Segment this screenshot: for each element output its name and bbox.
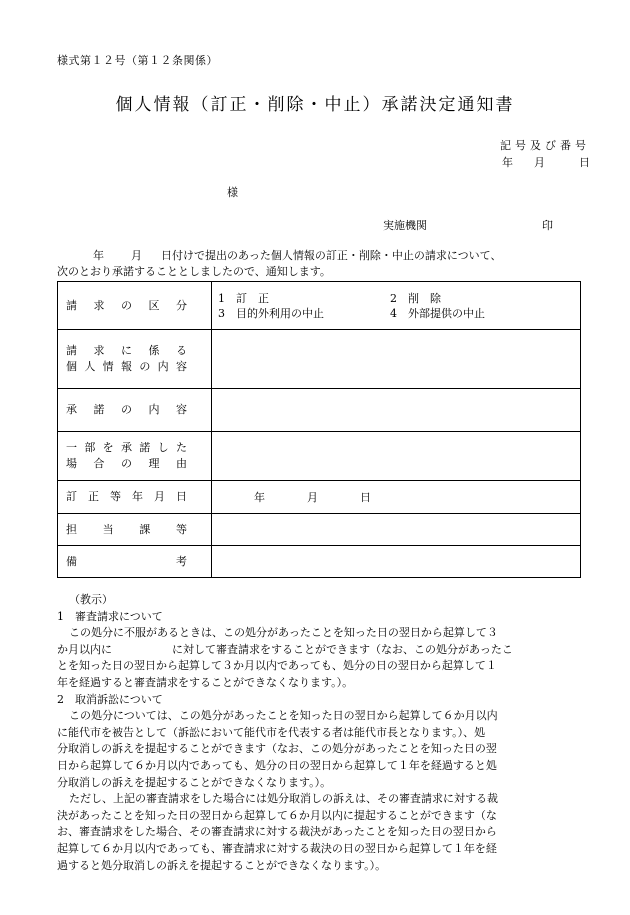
- request-type-options: [212, 282, 581, 330]
- table-row: [58, 481, 581, 514]
- label-char: 区: [148, 298, 160, 312]
- label-char: し: [157, 441, 169, 454]
- label-char: 当: [102, 522, 114, 536]
- correction-date-year: 年: [254, 491, 265, 504]
- label-char: 諾: [139, 441, 151, 454]
- label-char: の: [121, 403, 132, 416]
- label-char: 正: [88, 490, 99, 503]
- label-char: 合: [93, 457, 105, 470]
- section-2-line: に能代市を被告として（訴訟において能代市を代表する者は能代市長となります。）、処: [57, 725, 486, 739]
- label-remarks: [58, 546, 212, 578]
- issue-date: [502, 154, 590, 170]
- issue-date-month: 月: [534, 156, 545, 169]
- label-char: た: [175, 441, 187, 454]
- label-text: [66, 343, 187, 359]
- correction-date-day: 日: [360, 491, 371, 504]
- approval-content-cell[interactable]: [212, 389, 581, 432]
- label-department: [58, 514, 212, 546]
- department-cell[interactable]: [212, 514, 581, 546]
- label-text: [66, 402, 187, 418]
- intro-paragraph: [57, 248, 582, 280]
- label-char: 課: [139, 522, 151, 536]
- label-char: 情: [102, 360, 114, 373]
- label-char: 分: [176, 298, 187, 312]
- agency-label: 実施機関: [383, 219, 427, 232]
- label-char: 由: [176, 457, 187, 470]
- addressee-suffix: 様: [227, 186, 238, 199]
- label-char: 求: [93, 344, 105, 357]
- label-char: 等: [110, 490, 121, 503]
- label-text: [66, 554, 187, 570]
- label-char: の: [121, 298, 132, 312]
- label-char: 承: [66, 403, 77, 416]
- section-2-line: 分取消しの訴えを提起することができなくなります。）。: [57, 775, 332, 789]
- form-number: 様式第１２号（第１２条関係）: [57, 54, 218, 67]
- label-char: 容: [176, 403, 187, 416]
- label-char: 日: [176, 490, 187, 503]
- label-char: の: [121, 457, 132, 470]
- label-char: 備: [66, 554, 77, 568]
- label-char: 人: [84, 360, 96, 373]
- option-correction: 1 訂 正: [218, 291, 269, 305]
- table-row: [58, 282, 581, 330]
- section-2-line: この処分については、この処分があったことを知った日の翌日から起算して６か月以内: [69, 709, 498, 723]
- intro-text: 日付けで提出のあった個人情報の訂正・削除・中止の請求について、: [161, 249, 502, 262]
- label-text: [66, 489, 187, 505]
- section-3-line: 決があったことを知った日の翌日から起算して６か月以内に提起することができます（な: [57, 808, 497, 822]
- section-1-line: この処分に不服があるときは、この処分があったことを知った日の翌日から起算して３: [69, 626, 498, 640]
- section-3-line: 起算して６か月以内であっても、審査請求に対する裁決の日の翌日から起算して１年を経: [57, 841, 497, 855]
- seal-label: 印: [542, 219, 553, 232]
- option-stop-external-provision: 4 外部提供の中止: [390, 306, 485, 320]
- section-3-line: ただし、上記の審査請求をした場合には処分取消しの訴えは、その審査請求に対する裁: [69, 792, 498, 806]
- label-char: 等: [175, 522, 187, 536]
- label-char: に: [121, 344, 132, 357]
- label-char: 担: [66, 522, 77, 536]
- intro-line-2: 次のとおり承諾することとしましたので、通知します。: [57, 265, 331, 278]
- issue-date-year: 年: [502, 156, 513, 169]
- section-2-line: 分取消しの訴えを提起することができます（なお、この処分があったことを知った日の翌: [57, 742, 497, 756]
- label-char: 年: [132, 490, 143, 503]
- issue-date-day: 日: [579, 156, 590, 169]
- label-char: 訂: [66, 490, 77, 503]
- document-title: 個人情報（訂正・削除・中止）承諾決定通知書: [115, 95, 515, 115]
- label-char: 諾: [93, 403, 105, 416]
- label-char: を: [102, 441, 114, 454]
- correction-date-cell[interactable]: [212, 481, 581, 514]
- label-char: 考: [176, 554, 187, 568]
- instructions-heading: （教示）: [69, 593, 113, 606]
- label-char: 請: [66, 344, 77, 357]
- label-char: 部: [84, 441, 96, 454]
- label-char: 理: [148, 457, 160, 470]
- label-text: [66, 456, 187, 472]
- label-correction-date: [58, 481, 212, 514]
- notice-table: [57, 281, 581, 578]
- intro-year: 年: [93, 249, 104, 262]
- intro-line-1: [57, 248, 582, 264]
- section-1-heading: 1 審査請求について: [57, 609, 163, 623]
- label-text: [66, 298, 187, 314]
- section-1-line: とを知った日の翌日から起算して３か月以内であっても、処分の日の翌日から起算して１: [57, 659, 497, 673]
- option-deletion: 2 削 除: [390, 291, 441, 305]
- label-text: [66, 522, 187, 538]
- option-stop-external-use: 3 目的外利用の中止: [218, 306, 324, 320]
- label-char: 係: [148, 344, 160, 357]
- section-3-line: 過すると処分取消しの訴えを提起することができなくなります。）。: [57, 858, 387, 872]
- label-char: 内: [148, 403, 160, 416]
- section-2-line: 日から起算して６か月以内であっても、処分の日の翌日から起算して１年を経過すると処: [57, 758, 497, 772]
- instructions-section: [57, 592, 585, 874]
- label-char: 求: [93, 298, 105, 312]
- label-approval-content: [58, 389, 212, 432]
- label-char: 請: [66, 298, 77, 312]
- section-2-heading: 2 取消訴訟について: [57, 692, 163, 706]
- label-char: 内: [157, 360, 169, 373]
- partial-reason-cell[interactable]: [212, 432, 581, 481]
- label-char: 承: [120, 441, 132, 454]
- label-personal-info: [58, 330, 212, 389]
- label-char: 一: [66, 441, 77, 454]
- label-char: る: [176, 344, 187, 357]
- intro-month: 月: [131, 249, 142, 262]
- label-request-type: [58, 282, 212, 330]
- label-text: [66, 359, 187, 375]
- personal-info-content-cell[interactable]: [212, 330, 581, 389]
- label-char: 場: [66, 457, 77, 470]
- section-3-line: お、審査請求をした場合、その審査請求に対する裁決があったことを知った日の翌日から: [57, 825, 497, 839]
- label-partial-reason: [58, 432, 212, 481]
- label-char: 容: [175, 360, 187, 373]
- section-1-line: か月以内に に対して審査請求をすることができます（なお、この処分があったこ: [57, 642, 513, 656]
- label-text: [66, 440, 187, 456]
- table-row: [58, 546, 581, 578]
- table-row: [58, 330, 581, 389]
- table-row: [58, 514, 581, 546]
- table-row: [58, 389, 581, 432]
- correction-date-month: 月: [307, 491, 318, 504]
- label-char: 報: [120, 360, 132, 373]
- remarks-cell[interactable]: [212, 546, 581, 578]
- label-char: 月: [154, 490, 165, 503]
- document-number-label: 記号及び番号: [500, 139, 590, 152]
- table-row: [58, 432, 581, 481]
- label-char: 個: [66, 360, 77, 373]
- label-char: の: [139, 360, 151, 373]
- section-1-line: 年を経過すると審査請求をすることができなくなります。）。: [57, 675, 354, 689]
